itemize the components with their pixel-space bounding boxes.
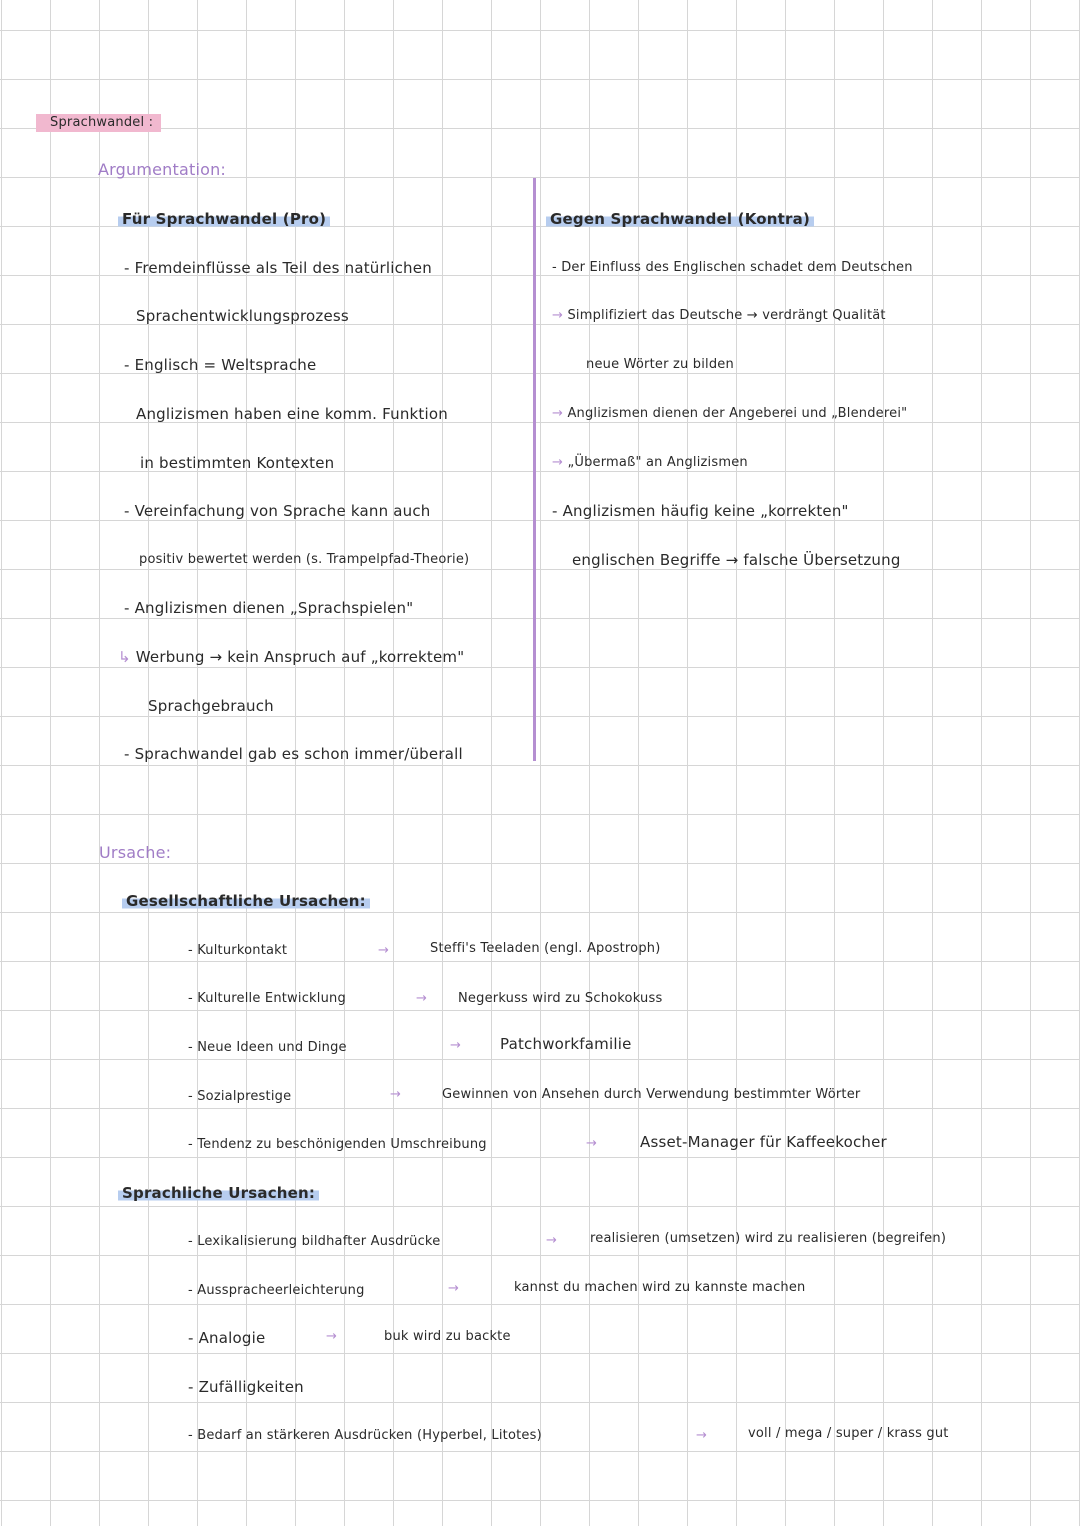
arrow-icon: → — [378, 943, 390, 958]
contra-line-5: → „Übermaß" an Anglizismen — [552, 455, 748, 470]
pro-heading: Für Sprachwandel (Pro) — [118, 209, 330, 229]
ges-example-1: Steffi's Teeladen (engl. Apostroph) — [430, 941, 661, 956]
arrow-icon: → — [552, 308, 564, 323]
arrow-icon: → — [696, 1428, 708, 1443]
spr-cause-4: - Zufälligkeiten — [188, 1378, 304, 1396]
pro-line-3: - Englisch = Weltsprache — [124, 356, 317, 374]
pro-line-2: Sprachentwicklungsprozess — [136, 307, 349, 325]
arrow-icon: → — [552, 406, 564, 421]
contra-line-3: neue Wörter zu bilden — [586, 357, 734, 372]
pro-line-7: positiv bewertet werden (s. Trampelpfad-Theorie) — [139, 552, 470, 567]
pro-line-11: - Sprachwandel gab es schon immer/überall — [124, 745, 463, 763]
pro-line-4: Anglizismen haben eine komm. Funktion — [136, 405, 448, 423]
column-divider — [533, 178, 536, 761]
ges-example-2: Negerkuss wird zu Schokokuss — [458, 991, 663, 1006]
spr-cause-3: - Analogie — [188, 1329, 266, 1347]
gesellschaftlich-heading: Gesellschaftliche Ursachen: — [122, 891, 370, 911]
spr-cause-1: - Lexikalisierung bildhafter Ausdrücke — [188, 1234, 441, 1249]
pro-line-10: Sprachgebrauch — [148, 697, 274, 715]
spr-example-3: buk wird zu backte — [384, 1329, 511, 1344]
arrow-icon: → — [552, 455, 564, 470]
ges-example-4: Gewinnen von Ansehen durch Verwendung bestimmter Wörter — [442, 1087, 861, 1102]
page-title: Sprachwandel : — [36, 111, 161, 133]
arrow-icon: → — [450, 1038, 462, 1053]
pro-line-1: - Fremdeinflüsse als Teil des natürlichen — [124, 259, 432, 277]
arrow-icon: → — [416, 991, 428, 1006]
pro-line-8: - Anglizismen dienen „Sprachspielen" — [124, 599, 414, 617]
ges-example-3: Patchworkfamilie — [500, 1035, 632, 1053]
ges-example-5: Asset-Manager für Kaffeekocher — [640, 1133, 887, 1151]
pro-line-6: - Vereinfachung von Sprache kann auch — [124, 502, 431, 520]
contra-line-4: → Anglizismen dienen der Angeberei und „Blenderei" — [552, 406, 908, 421]
arrow-icon: → — [448, 1281, 460, 1296]
arrow-icon: → — [546, 1233, 558, 1248]
ges-cause-4: - Sozialprestige — [188, 1089, 292, 1104]
sub-arrow-icon: ↳ — [118, 648, 131, 666]
spr-example-2: kannst du machen wird zu kannste machen — [514, 1280, 806, 1295]
contra-line-2: → Simplifiziert das Deutsche → verdrängt Qualität — [552, 308, 886, 323]
spr-cause-5: - Bedarf an stärkeren Ausdrücken (Hyperbel, Litotes) — [188, 1428, 542, 1443]
spr-example-1: realisieren (umsetzen) wird zu realisieren (begreifen) — [590, 1231, 947, 1246]
contra-line-7: englischen Begriffe → falsche Übersetzung — [572, 551, 901, 569]
sprachlich-heading: Sprachliche Ursachen: — [118, 1183, 319, 1203]
spr-example-5: voll / mega / super / krass gut — [748, 1426, 949, 1441]
arrow-icon: → — [390, 1087, 402, 1102]
contra-line-1: - Der Einfluss des Englischen schadet dem Deutschen — [552, 260, 913, 275]
arrow-icon: → — [586, 1136, 598, 1151]
pro-line-5: in bestimmten Kontexten — [140, 454, 335, 472]
contra-heading: Gegen Sprachwandel (Kontra) — [546, 209, 814, 229]
ges-cause-5: - Tendenz zu beschönigenden Umschreibung — [188, 1137, 487, 1152]
ges-cause-3: - Neue Ideen und Dinge — [188, 1040, 347, 1055]
spr-cause-2: - Ausspracheerleichterung — [188, 1283, 365, 1298]
ges-cause-2: - Kulturelle Entwicklung — [188, 991, 346, 1006]
argumentation-heading: Argumentation: — [98, 160, 227, 179]
ursache-heading: Ursache: — [99, 843, 172, 862]
arrow-icon: → — [326, 1329, 338, 1344]
ges-cause-1: - Kulturkontakt — [188, 943, 288, 958]
contra-line-6: - Anglizismen häufig keine „korrekten" — [552, 502, 849, 520]
pro-line-9: ↳ Werbung → kein Anspruch auf „korrektem" — [118, 648, 465, 666]
